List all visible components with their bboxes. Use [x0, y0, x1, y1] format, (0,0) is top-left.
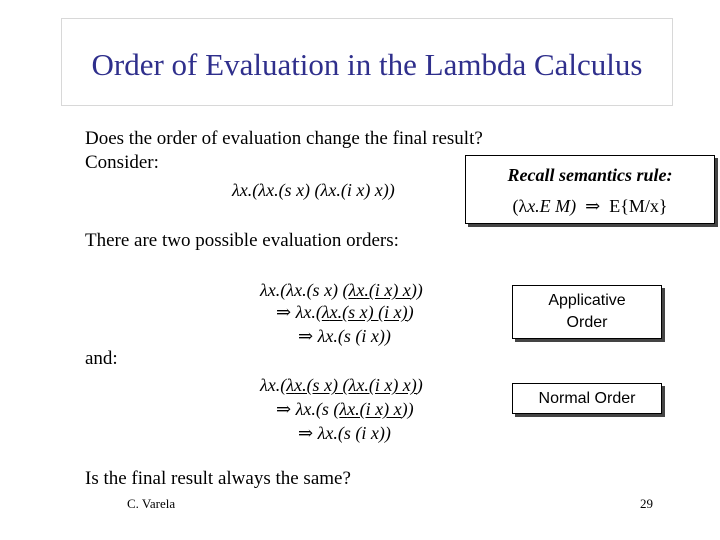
rule-part: E{M/x}: [609, 196, 668, 216]
and-text: and:: [85, 348, 118, 369]
expr-part: x.(s (i x)): [325, 423, 391, 443]
lambda-symbol: λ: [260, 280, 268, 300]
implies-arrow-icon: ⇒: [585, 196, 601, 216]
applicative-order-label: [548, 290, 625, 334]
normal-step-3: [298, 423, 391, 444]
implies-arrow-icon: ⇒: [276, 399, 292, 419]
applicative-step-1: [260, 280, 423, 301]
expr-part: x.(i x) x): [356, 375, 417, 395]
page-number: 29: [640, 496, 653, 511]
two-orders-text: There are two possible evaluation orders:: [85, 230, 399, 251]
expr-part: x.(s x) (i x): [329, 302, 408, 322]
lambda-symbol: λ: [258, 180, 267, 200]
expr-part: x.(s x) (: [294, 375, 349, 395]
normal-order-label: Normal Order: [538, 389, 636, 407]
lambda-symbol: λ: [295, 302, 304, 322]
lambda-symbol: λ: [320, 180, 329, 200]
slide-title: Order of Evaluation in the Lambda Calculus: [91, 47, 643, 82]
lambda-symbol: λ: [321, 302, 330, 322]
expr-part: x.(s x) (: [294, 280, 349, 300]
lambda-symbol: λ: [286, 375, 295, 395]
footer-author: C. Varela: [127, 496, 176, 511]
applicative-order-box: [512, 285, 662, 339]
intro-line-1: Does the order of evaluation change the final result?: [85, 128, 483, 149]
underlined-redex: [286, 375, 417, 395]
lambda-symbol: λ: [317, 326, 326, 346]
rule-part: x.E M): [527, 196, 577, 216]
label-line: Order: [566, 314, 608, 331]
lambda-symbol: λ: [317, 423, 326, 443]
expr-part: x.(i x) x: [356, 280, 411, 300]
expr-part: x.(s (: [303, 399, 340, 419]
lambda-symbol: λ: [518, 196, 528, 216]
expr-part: ): [407, 302, 414, 322]
expr-part: x.(s x) (: [266, 180, 321, 200]
label-line: Applicative: [548, 292, 626, 309]
recall-semantics-box: [465, 155, 715, 224]
expr-part: x.(: [267, 375, 287, 395]
implies-arrow-icon: ⇒: [298, 326, 314, 346]
lambda-symbol: λ: [348, 375, 357, 395]
rule-part: (: [512, 196, 519, 216]
underlined-redex: [339, 399, 401, 419]
lambda-symbol: λ: [260, 375, 268, 395]
expr-part: x.(i x) x: [347, 399, 402, 419]
lambda-symbol: λ: [339, 399, 348, 419]
applicative-step-2: [276, 302, 414, 323]
question-text: Is the final result always the same?: [85, 468, 351, 489]
expr-part: )): [401, 399, 414, 419]
implies-arrow-icon: ⇒: [276, 302, 292, 322]
underlined-redex: [322, 302, 408, 322]
expr-part: x.(: [239, 180, 259, 200]
lambda-symbol: λ: [232, 180, 240, 200]
expr-part: x.(i x) x)): [328, 180, 395, 200]
intro-line-2: Consider:: [85, 152, 159, 173]
lambda-symbol: λ: [348, 280, 357, 300]
consider-expression: [232, 180, 395, 201]
recall-rule: [466, 196, 714, 217]
expr-part: x.(s (i x)): [325, 326, 391, 346]
lambda-symbol: λ: [295, 399, 304, 419]
recall-title: Recall semantics rule:: [507, 165, 673, 185]
expr-part: x.(: [267, 280, 287, 300]
implies-arrow-icon: ⇒: [298, 423, 314, 443]
title-box: [61, 18, 673, 106]
applicative-step-3: [298, 326, 391, 347]
underlined-redex: [349, 280, 411, 300]
normal-order-box: [512, 383, 662, 414]
normal-step-2: [276, 399, 414, 420]
expr-part: x.(: [303, 302, 322, 322]
lambda-symbol: λ: [286, 280, 295, 300]
expr-part: )): [410, 280, 423, 300]
normal-step-1: [260, 375, 423, 396]
expr-part: ): [416, 375, 423, 395]
